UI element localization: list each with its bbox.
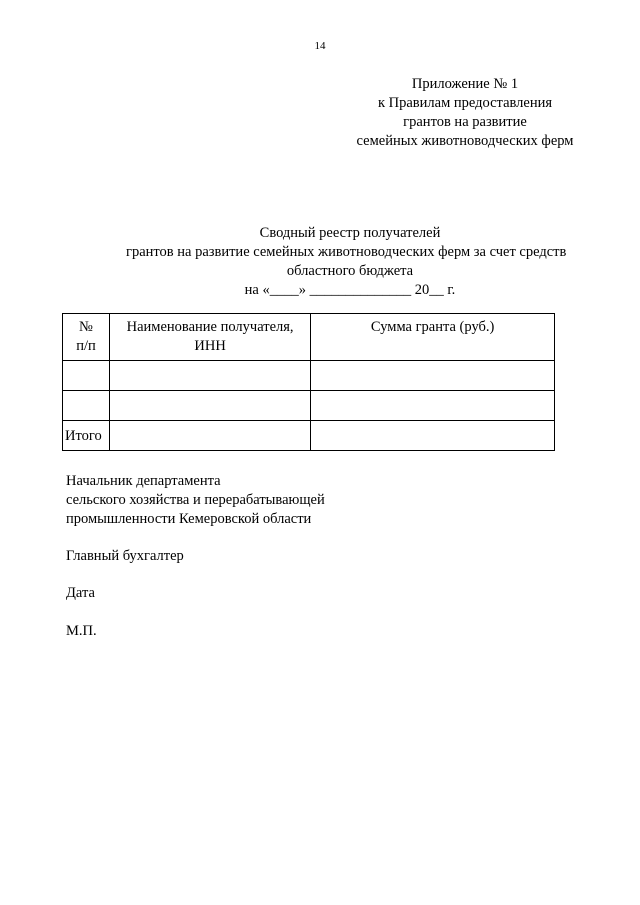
total-recipient-name	[109, 421, 310, 451]
document-title	[100, 224, 600, 300]
department-head-line: Начальник департамента	[66, 473, 221, 489]
table-row	[63, 361, 555, 391]
department-head-line: промышленности Кемеровской области	[66, 511, 312, 527]
appendix-line: семейных животноводческих ферм	[356, 133, 574, 149]
header-recipient-name-text: Наименование получателя, ИНН	[126, 319, 294, 354]
total-label: Итого	[63, 421, 110, 451]
appendix-block	[340, 75, 590, 151]
header-number-text: № п/п	[76, 319, 96, 354]
header-recipient-name	[109, 314, 310, 361]
cell-number	[63, 361, 110, 391]
header-number	[63, 314, 110, 361]
date-label: Дата	[66, 585, 95, 601]
cell-grant-sum	[311, 391, 555, 421]
chief-accountant-label: Главный бухгалтер	[66, 548, 184, 564]
table-total-row	[63, 421, 555, 451]
title-line: на «____» ______________ 20__ г.	[244, 282, 456, 298]
title-line: областного бюджета	[286, 263, 414, 279]
cell-grant-sum	[311, 361, 555, 391]
department-head-signature	[66, 472, 325, 529]
header-grant-sum-text: Сумма гранта (руб.)	[370, 319, 495, 335]
total-grant-sum	[311, 421, 555, 451]
appendix-line: Приложение № 1	[411, 76, 519, 92]
cell-number	[63, 391, 110, 421]
page-number: 14	[314, 40, 326, 52]
appendix-line: к Правилам предоставления	[377, 95, 553, 111]
table-header-row	[63, 314, 555, 361]
cell-recipient-name	[109, 391, 310, 421]
recipients-table	[62, 313, 555, 451]
cell-recipient-name	[109, 361, 310, 391]
appendix-line: грантов на развитие	[403, 114, 527, 130]
header-grant-sum	[311, 314, 555, 361]
stamp-label: М.П.	[66, 623, 97, 639]
title-line: Сводный реестр получателей	[259, 225, 441, 241]
department-head-line: сельского хозяйства и перерабатывающей	[66, 492, 325, 508]
table-row	[63, 391, 555, 421]
title-line: грантов на развитие семейных животноводческих ферм за счет средств	[126, 244, 567, 260]
